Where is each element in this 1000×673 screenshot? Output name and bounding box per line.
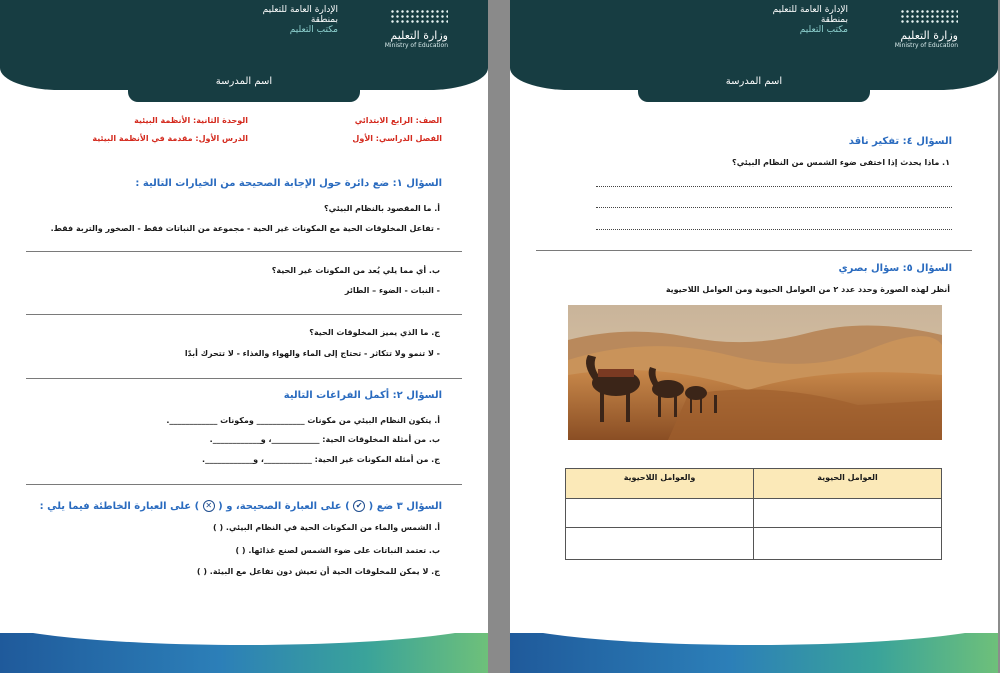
ministry-dots-icon (900, 9, 958, 25)
office-label: مكتب التعليم (799, 25, 848, 35)
school-name-tab (638, 72, 870, 102)
table-cell[interactable] (566, 528, 754, 560)
table-header-row (566, 469, 942, 499)
table-header-biotic: العوامل الحيوية (754, 469, 942, 499)
table-header-abiotic: والعوامل اللاحيوية (566, 469, 754, 499)
ministry-logo (853, 9, 958, 49)
divider (26, 314, 462, 315)
q2-a: أ. يتكون النظام البيئي من مكونات ____________ ومكونات ____________. (166, 416, 440, 425)
answer-line (596, 229, 952, 230)
q3-title-part3: ) على العبارة الخاطئة فيما يلي : (39, 501, 200, 512)
divider (26, 251, 462, 252)
grade-info: الصف: الرابع الابتدائي (354, 116, 442, 125)
check-mark-icon: ✔ (353, 500, 365, 512)
q3-a: أ. الشمس والماء من المكونات الحية في النظام البيئي. ( ) (213, 523, 440, 532)
page-footer (0, 633, 488, 673)
ministry-name-en: Ministry of Education (894, 42, 958, 49)
ministry-name-ar: وزارة التعليم (900, 29, 958, 42)
office-label: مكتب التعليم (289, 25, 338, 35)
school-name-tab (128, 72, 360, 102)
q1-c-options: - لا تنمو ولا تتكاثر - تحتاج إلى الماء والهواء والغذاء - لا تتحرك أبدًا (184, 349, 440, 358)
q1-b-options: - النبات - الضوء – الطائر (344, 286, 440, 295)
footer-curve (0, 615, 488, 645)
org-line-1: الإدارة العامة للتعليم (772, 5, 848, 15)
footer-curve (510, 615, 998, 645)
term-info: الفصل الدراسي: الأول (352, 134, 442, 143)
worksheet-page-2 (510, 0, 998, 673)
q5-title: السؤال ٥: سؤال بصري (838, 263, 952, 274)
q1-c-question: ج. ما الذي يميز المخلوقات الحية؟ (309, 328, 440, 337)
ministry-name-en: Ministry of Education (384, 42, 448, 49)
answer-line (596, 207, 952, 208)
page-gutter (488, 0, 510, 673)
q3-b: ب. تعتمد النباتات على ضوء الشمس لصنع غذائها. ( ) (235, 546, 440, 555)
org-line-2: بمنطقة (820, 15, 848, 25)
divider (536, 250, 972, 251)
page-footer (510, 633, 998, 673)
q2-b: ب. من أمثلة المخلوقات الحية: ____________، و____________. (209, 435, 440, 444)
q2-title: السؤال ٢: أكمل الفراغات التالية (283, 390, 442, 401)
school-name-label: اسم المدرسة (215, 76, 273, 87)
table-row (566, 528, 942, 560)
ministry-dots-icon (390, 9, 448, 25)
q1-title: السؤال ١: ضع دائرة حول الإجابة الصحيحة من الخيارات التالية : (135, 178, 442, 189)
table-cell[interactable] (754, 499, 942, 528)
lesson-info: الدرس الأول: مقدمة في الأنظمة البيئية (92, 134, 248, 143)
unit-info: الوحدة الثانية: الأنظمة البيئية (134, 116, 248, 125)
q4-title: السؤال ٤: تفكير ناقد (848, 136, 952, 147)
q3-title (40, 500, 442, 512)
q3-c: ج. لا يمكن للمخلوقات الحية أن تعيش دون تفاعل مع البيئة. ( ) (196, 567, 440, 576)
q5-instruction: أنظر لهذه الصورة وحدد عدد ٢ من العوامل الحيوية ومن العوامل اللاحيوية (665, 285, 950, 294)
answer-line (596, 186, 952, 187)
org-line-1: الإدارة العامة للتعليم (262, 5, 338, 15)
worksheet-page-1 (0, 0, 488, 673)
q1-b-question: ب. أي مما يلي يُعد من المكونات غير الحية؟ (271, 266, 440, 275)
q3-title-part1: السؤال ٣ ضع ( (368, 501, 442, 512)
divider (26, 378, 462, 379)
q4-question: ١. ماذا يحدث إذا اختفى ضوء الشمس من النظام البيئي؟ (732, 158, 950, 167)
org-block (208, 5, 338, 35)
desert-camels-photo (568, 305, 942, 440)
q2-c: ج. من أمثلة المكونات غير الحية: ____________، و____________. (202, 455, 440, 464)
ministry-name-ar: وزارة التعليم (390, 29, 448, 42)
org-block (718, 5, 848, 35)
q1-a-options: - تفاعل المخلوقات الحية مع المكونات غير الحية - مجموعة من النباتات فقط - الصخور والتربة فقط. (50, 224, 440, 233)
table-row (566, 499, 942, 528)
table-cell[interactable] (566, 499, 754, 528)
divider (26, 484, 462, 485)
table-cell[interactable] (754, 528, 942, 560)
org-line-2: بمنطقة (310, 15, 338, 25)
factors-table (565, 468, 942, 560)
ministry-logo (343, 9, 448, 49)
cross-mark-icon: ✕ (203, 500, 215, 512)
q1-a-question: أ. ما المقصود بالنظام البيئي؟ (324, 204, 440, 213)
q3-title-part2: ) على العبارة الصحيحة، و ( (218, 501, 350, 512)
school-name-label: اسم المدرسة (725, 76, 783, 87)
